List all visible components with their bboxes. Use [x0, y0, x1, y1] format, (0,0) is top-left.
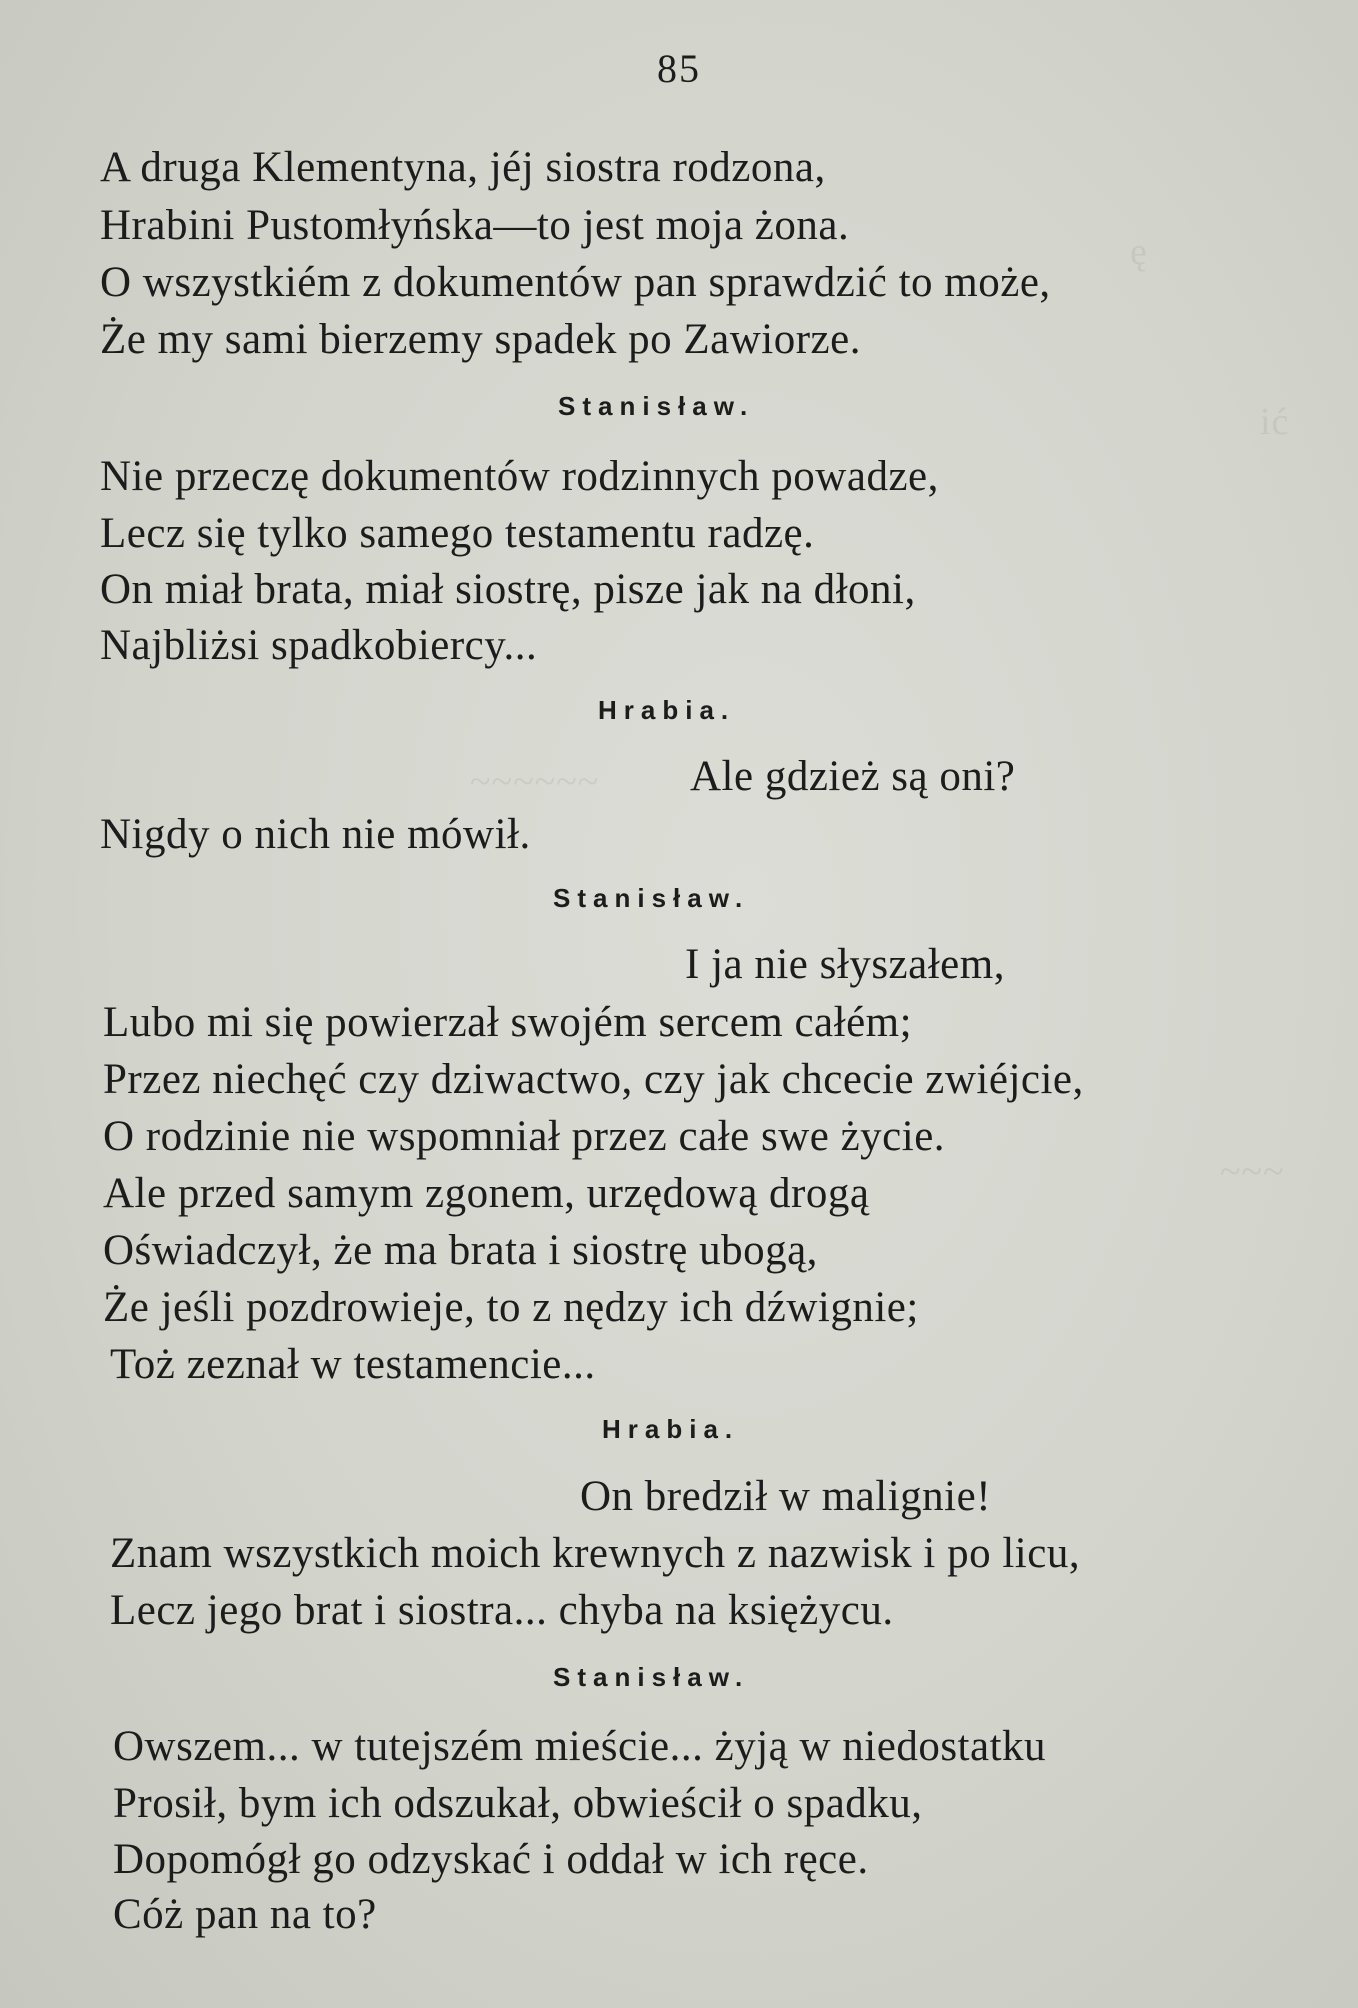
verse-line: O wszystkiém z dokumentów pan sprawdzić to może,: [100, 259, 1051, 306]
show-through-decoration: ę: [1130, 231, 1148, 273]
verse-line: O rodzinie nie wspomniał przez całe swe życie.: [103, 1113, 946, 1160]
verse-line: Dopomógł go odzyskać i oddał w ich ręce.: [113, 1836, 869, 1883]
verse-line: Toż zeznał w testamencie...: [110, 1341, 596, 1388]
verse-line: Lecz się tylko samego testamentu radzę.: [100, 510, 815, 557]
verse-line: On bredził w malignie!: [580, 1473, 992, 1520]
verse-line: A druga Klementyna, jéj siostra rodzona,: [100, 144, 826, 191]
verse-line: Nie przeczę dokumentów rodzinnych powadze,: [100, 453, 939, 500]
verse-line: Ale gdzież są oni?: [690, 753, 1016, 800]
verse-line: Nigdy o nich nie mówił.: [100, 811, 531, 858]
verse-line: Najbliżsi spadkobiercy...: [100, 622, 538, 669]
show-through-decoration: ić: [1260, 401, 1290, 443]
verse-line: Hrabini Pustomłyńska—to jest moja żona.: [100, 202, 850, 249]
verse-line: I ja nie słyszałem,: [685, 941, 1005, 988]
show-through-decoration: ~~~: [1220, 1151, 1285, 1193]
verse-line: Owszem... w tutejszém mieście... żyją w niedostatku: [113, 1723, 1047, 1770]
verse-line: Znam wszystkich moich krewnych z nazwisk i po licu,: [110, 1530, 1081, 1577]
page-number: 85: [657, 46, 701, 91]
verse-line: Że my sami bierzemy spadek po Zawiorze.: [100, 316, 861, 363]
verse-line: On miał brata, miał siostrę, pisze jak na dłoni,: [100, 566, 916, 613]
speaker-name: Stanisław.: [558, 391, 755, 421]
verse-line: Lubo mi się powierzał swojém sercem całém;: [103, 999, 913, 1046]
speaker-name: Hrabia.: [598, 695, 736, 725]
verse-line: Cóż pan na to?: [113, 1891, 377, 1938]
verse-line: Ale przed samym zgonem, urzędową drogą: [103, 1170, 870, 1217]
verse-line: Lecz jego brat i siostra... chyba na księżycu.: [110, 1587, 894, 1634]
verse-line: Prosił, bym ich odszukał, obwieścił o spadku,: [113, 1780, 923, 1827]
verse-line: Oświadczył, że ma brata i siostrę ubogą,: [103, 1227, 818, 1274]
speaker-name: Stanisław.: [553, 883, 750, 913]
speaker-name: Hrabia.: [602, 1414, 740, 1444]
speaker-name: Stanisław.: [553, 1662, 750, 1692]
verse-line: Że jeśli pozdrowieje, to z nędzy ich dźwignie;: [103, 1284, 919, 1331]
show-through-decoration: ~~~~~~: [470, 761, 600, 803]
verse-line: Przez niechęć czy dziwactwo, czy jak chcecie zwiéjcie,: [103, 1056, 1084, 1103]
